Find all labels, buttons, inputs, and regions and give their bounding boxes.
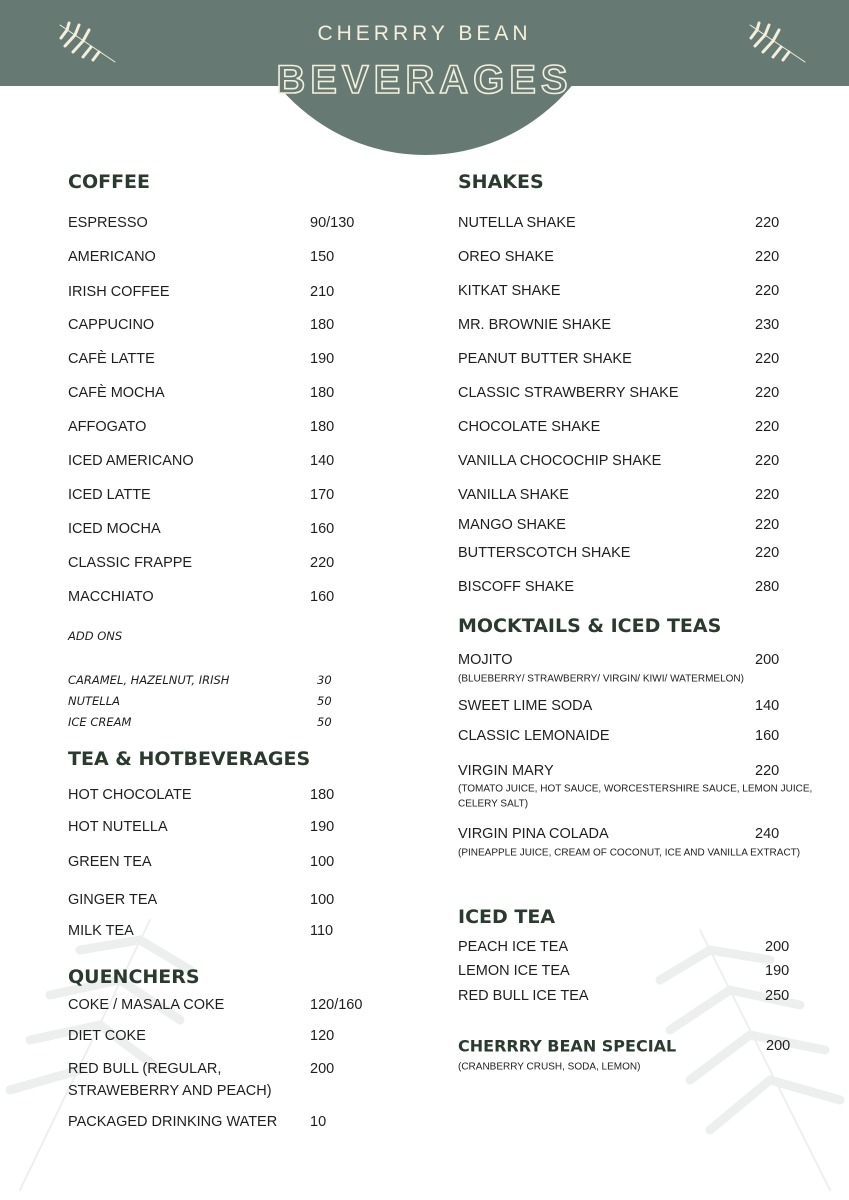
menu-item-name: PACKAGED DRINKING WATER	[68, 1114, 278, 1130]
menu-item-price: 90/130	[310, 215, 355, 231]
menu-item-name: CAPPUCINO	[68, 317, 155, 333]
menu-item-price: 160	[310, 589, 335, 605]
menu-item-price: 220	[755, 215, 780, 231]
menu-item-name: GINGER TEA	[68, 892, 158, 908]
menu-item-price: 100	[310, 854, 335, 870]
menu-item-name: KITKAT SHAKE	[458, 283, 561, 299]
addon-price: 50	[317, 694, 332, 708]
brand-name: CHERRRY BEAN	[317, 22, 532, 45]
menu-item-price: 120	[310, 1028, 335, 1044]
menu-item-name: SWEET LIME SODA	[458, 698, 593, 714]
menu-item-description: (TOMATO JUICE, HOT SAUCE, WORCESTERSHIRE SAUCE, LEMON JUICE,	[458, 783, 813, 795]
menu-item-price: 180	[310, 317, 335, 333]
menu-item-name: ESPRESSO	[68, 215, 148, 231]
menu-item-price: 200	[755, 652, 780, 668]
menu-item-name: VIRGIN PINA COLADA	[458, 826, 609, 842]
page-title: BEVERAGES	[276, 58, 573, 102]
menu-item-name: COKE / MASALA COKE	[68, 997, 225, 1013]
special-price: 200	[766, 1038, 791, 1054]
menu-item-price: 140	[755, 698, 780, 714]
menu-item-name: CLASSIC STRAWBERRY SHAKE	[458, 385, 679, 401]
menu-item-price: 230	[755, 317, 780, 333]
special-description: (CRANBERRY CRUSH, SODA, LEMON)	[458, 1061, 641, 1073]
menu-item-name: RED BULL ICE TEA	[458, 988, 589, 1004]
menu-item-name: AMERICANO	[68, 249, 156, 265]
menu-item-name: BISCOFF SHAKE	[458, 579, 575, 595]
section-heading-mocktails: MOCKTAILS & ICED TEAS	[458, 615, 722, 637]
menu-item-name: HOT NUTELLA	[68, 819, 168, 835]
menu-item-name: DIET COKE	[68, 1028, 146, 1044]
addon-price: 30	[317, 673, 332, 687]
menu-item-price: 160	[755, 728, 780, 744]
addon-name: CARAMEL, HAZELNUT, IRISH	[68, 673, 230, 687]
addons-label: ADD ONS	[68, 629, 123, 643]
menu-item-name: CLASSIC FRAPPE	[68, 555, 193, 571]
menu-item-name: RED BULL (REGULAR,	[68, 1061, 222, 1077]
menu-item-name: MACCHIATO	[68, 589, 154, 605]
menu-item-description: (PINEAPPLE JUICE, CREAM OF COCONUT, ICE AND VANILLA EXTRACT)	[458, 847, 801, 859]
menu-item-name: VANILLA CHOCOCHIP SHAKE	[458, 453, 662, 469]
menu-item-price: 210	[310, 284, 335, 300]
section-heading-iced_tea: ICED TEA	[458, 906, 556, 928]
menu-item-price: 110	[310, 923, 334, 939]
menu-item-name: MR. BROWNIE SHAKE	[458, 317, 612, 333]
menu-item-name: OREO SHAKE	[458, 249, 554, 265]
section-heading-quenchers: QUENCHERS	[68, 966, 200, 988]
addon-name: NUTELLA	[68, 694, 120, 708]
menu-item-price: 220	[755, 487, 780, 503]
background-leaf-icon	[640, 920, 849, 1200]
menu-item-price: 220	[755, 249, 780, 265]
menu-item-name: ICED MOCHA	[68, 521, 161, 537]
menu-item-price: 160	[310, 521, 335, 537]
addon-price: 50	[317, 715, 332, 729]
menu-item-name: LEMON ICE TEA	[458, 963, 570, 979]
menu-item-price: 280	[755, 579, 780, 595]
addon-name: ICE CREAM	[68, 715, 132, 729]
section-heading-special: CHERRRY BEAN SPECIAL	[458, 1036, 677, 1056]
menu-item-price: 10	[310, 1114, 327, 1130]
menu-item-price: 220	[755, 351, 780, 367]
menu-item-name: PEACH ICE TEA	[458, 939, 569, 955]
menu-item-name: GREEN TEA	[68, 854, 152, 870]
menu-item-name: AFFOGATO	[68, 419, 147, 435]
menu-item-name: ICED LATTE	[68, 487, 151, 503]
menu-item-price: 120/160	[310, 997, 363, 1013]
menu-item-price: 190	[310, 351, 335, 367]
menu-item-price: 190	[310, 819, 335, 835]
menu-item-name: VIRGIN MARY	[458, 763, 554, 779]
menu-item-price: 220	[755, 385, 780, 401]
menu-item-price: 200	[310, 1061, 335, 1077]
section-heading-tea: TEA & HOTBEVERAGES	[68, 748, 311, 770]
menu-item-name: HOT CHOCOLATE	[68, 787, 192, 803]
menu-item-price: 220	[755, 453, 780, 469]
menu-item-price: 220	[755, 283, 780, 299]
background-leaf-icon	[0, 900, 200, 1200]
section-heading-coffee: COFFEE	[68, 171, 151, 193]
menu-item-price: 220	[755, 545, 780, 561]
menu-item-price: 190	[765, 963, 790, 979]
menu-item-price: 200	[765, 939, 790, 955]
menu-item-name: ICED AMERICANO	[68, 453, 194, 469]
menu-item-name: MANGO SHAKE	[458, 517, 566, 533]
menu-item-name: VANILLA SHAKE	[458, 487, 569, 503]
menu-item-price: 170	[310, 487, 335, 503]
menu-item-price: 150	[310, 249, 335, 265]
menu-item-name-line2: STRAWEBERRY AND PEACH)	[68, 1083, 272, 1099]
menu-item-price: 240	[755, 826, 780, 842]
menu-item-price: 180	[310, 787, 335, 803]
menu-item-name: IRISH COFFEE	[68, 284, 170, 300]
menu-item-price: 250	[765, 988, 790, 1004]
menu-item-description: CELERY SALT)	[458, 798, 529, 810]
section-heading-shakes: SHAKES	[458, 171, 544, 193]
menu-item-name: MILK TEA	[68, 923, 134, 939]
menu-item-price: 180	[310, 385, 335, 401]
menu-item-name: MOJITO	[458, 652, 513, 668]
menu-item-name: CLASSIC LEMONAIDE	[458, 728, 610, 744]
menu-item-name: BUTTERSCOTCH SHAKE	[458, 545, 631, 561]
menu-item-name: CAFÈ MOCHA	[68, 385, 165, 401]
menu-item-name: PEANUT BUTTER SHAKE	[458, 351, 632, 367]
menu-item-price: 220	[755, 419, 780, 435]
menu-item-price: 220	[755, 763, 780, 779]
menu-item-price: 100	[310, 892, 335, 908]
menu-item-price: 220	[310, 555, 335, 571]
menu-item-price: 180	[310, 419, 335, 435]
menu-item-price: 140	[310, 453, 335, 469]
menu-item-name: NUTELLA SHAKE	[458, 215, 576, 231]
menu-item-name: CHOCOLATE SHAKE	[458, 419, 601, 435]
menu-item-name: CAFÈ LATTE	[68, 351, 155, 367]
menu-item-description: (BLUEBERRY/ STRAWBERRY/ VIRGIN/ KIWI/ WATERMELON)	[458, 673, 744, 685]
menu-item-price: 220	[755, 517, 780, 533]
